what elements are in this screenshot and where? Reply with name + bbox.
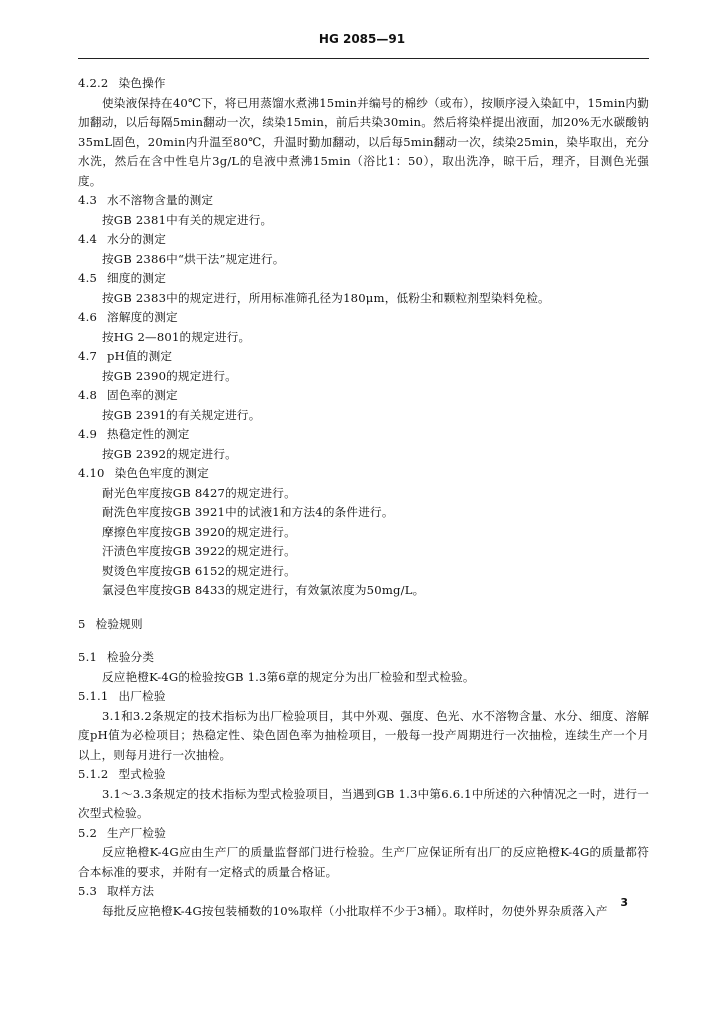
section-number: 5.1.1 xyxy=(78,689,109,703)
section-spacer xyxy=(78,634,649,648)
section-heading-5-2 xyxy=(78,824,649,844)
section-title: 固色率的测定 xyxy=(107,388,178,402)
section-heading-4-9 xyxy=(78,425,649,445)
fastness-line: 耐洗色牢度按GB 3921中的试液1和方法4的条件进行。 xyxy=(102,505,394,519)
paragraph-text: 每批反应艳橙K-4G按包装桶数的10%取样（小批取样不少于3桶）。取样时，勿使外界杂质落入产 xyxy=(102,903,608,918)
section-heading-5-1-2 xyxy=(78,765,649,785)
section-number: 4.9 xyxy=(78,427,98,441)
section-number: 4.5 xyxy=(78,271,98,285)
paragraph-text: 按HG 2—801的规定进行。 xyxy=(102,329,251,344)
fastness-line: 汗渍色牢度按GB 3922的规定进行。 xyxy=(102,544,296,558)
paragraph-text: 按GB 2386中“烘干法”规定进行。 xyxy=(102,251,285,266)
section-heading-4-7 xyxy=(78,347,649,367)
section-title: 溶解度的测定 xyxy=(107,310,178,324)
page-number: 3 xyxy=(620,896,628,909)
paragraph-text: 按GB 2390的规定进行。 xyxy=(102,368,237,383)
section-spacer xyxy=(78,601,649,615)
paragraph-text: 反应艳橙K-4G的检验按GB 1.3第6章的规定分为出厂检验和型式检验。 xyxy=(102,669,475,684)
fastness-line: 耐光色牢度按GB 8427的规定进行。 xyxy=(102,485,296,500)
header-rule xyxy=(78,58,649,59)
section-number: 5.2 xyxy=(78,825,98,840)
fastness-line: 熨烫色牢度按GB 6152的规定进行。 xyxy=(102,563,296,578)
fastness-line: 摩擦色牢度按GB 3920的规定进行。 xyxy=(102,524,296,539)
section-heading-5-1-1 xyxy=(78,687,649,707)
section-title: pH值的测定 xyxy=(107,349,173,363)
section-number: 4.7 xyxy=(78,349,98,363)
section-title: 染色色牢度的测定 xyxy=(114,466,209,480)
section-heading-4-6 xyxy=(78,308,649,328)
section-heading-5-3 xyxy=(78,882,649,902)
section-heading-4-5 xyxy=(78,269,649,289)
section-number: 4.4 xyxy=(78,232,98,246)
section-number: 4.8 xyxy=(78,388,98,402)
paragraph-text: 按GB 2381中有关的规定进行。 xyxy=(102,212,273,227)
section-heading-4-10 xyxy=(78,464,649,484)
document-body xyxy=(78,74,649,921)
section-number: 4.3 xyxy=(78,193,98,207)
section-title: 型式检验 xyxy=(118,767,166,781)
section-title: 水分的测定 xyxy=(107,232,167,246)
section-title: 生产厂检验 xyxy=(107,825,167,840)
fastness-line: 氯浸色牢度按GB 8433的规定进行，有效氯浓度为50mg/L。 xyxy=(102,583,425,597)
section-title: 检验规则 xyxy=(95,616,143,631)
section-title: 取样方法 xyxy=(107,884,155,898)
section-heading-4-2-2 xyxy=(78,74,649,94)
section-number: 4.10 xyxy=(78,466,105,480)
section-number: 5.3 xyxy=(78,884,98,898)
section-number: 5.1.2 xyxy=(78,767,109,781)
section-title: 检验分类 xyxy=(107,650,155,664)
section-heading-4-3 xyxy=(78,191,649,211)
paragraph-text: 按GB 2391的有关规定进行。 xyxy=(102,407,261,422)
chapter-heading-5 xyxy=(78,615,649,635)
section-title: 热稳定性的测定 xyxy=(107,427,190,441)
section-number: 4.2.2 xyxy=(78,76,109,90)
section-title: 水不溶物含量的测定 xyxy=(107,193,214,207)
standard-code-header: HG 2085—91 xyxy=(318,32,406,46)
paragraph-dyeing-procedure: 使染液保持在40℃下，将已用蒸馏水煮沸15min并编号的棉纱（或布），按顺序浸入染缸中，15min内勤加翻动，以后每隔5min翻动一次，续染15min，前后共染30min。然后将染样提出液面，加20%无水碳酸钠35mL固色，20min内升温至80℃，升温时勤加翻动，以后每5min翻动一次，续染25min，染毕取出，充分水洗，然后在含中性皂片3g/L的皂液中煮沸15min（浴比1：50），取出洗净，晾干后，理齐，目测色光强度。 xyxy=(78,95,649,188)
section-number: 4.6 xyxy=(78,310,98,324)
paragraph-text: 反应艳橙K-4G应由生产厂的质量监督部门进行检验。生产厂应保证所有出厂的反应艳橙K-4G的质量都符合本标准的要求，并附有一定格式的质量合格证。 xyxy=(78,845,649,879)
section-number: 5 xyxy=(78,616,86,631)
section-title: 细度的测定 xyxy=(107,271,167,285)
section-heading-5-1 xyxy=(78,648,649,668)
paragraph-text: 3.1～3.3条规定的技术指标为型式检验项目，当遇到GB 1.3中第6.6.1中所述的六种情况之一时，进行一次型式检验。 xyxy=(78,786,649,820)
paragraph-text: 3.1和3.2条规定的技术指标为出厂检验项目，其中外观、强度、色光、水不溶物含量、水分、细度、溶解度pH值为必检项目；热稳定性、染色固色率为抽检项目，一般每一投产周期进行一次抽检，连续生产一个月以上，则每月进行一次抽检。 xyxy=(78,708,649,762)
section-heading-4-8 xyxy=(78,386,649,406)
section-heading-4-4 xyxy=(78,230,649,250)
paragraph-text: 按GB 2392的规定进行。 xyxy=(102,446,237,461)
section-number: 5.1 xyxy=(78,650,98,664)
section-title: 染色操作 xyxy=(118,76,166,90)
section-title: 出厂检验 xyxy=(118,689,166,703)
paragraph-text: 按GB 2383中的规定进行，所用标准筛孔径为180μm，低粉尘和颗粒剂型染料免检。 xyxy=(102,290,550,305)
